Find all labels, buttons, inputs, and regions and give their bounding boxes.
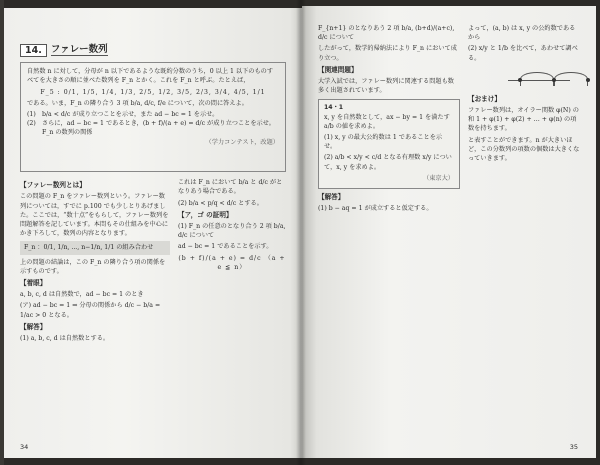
paragraph: と表すことができます。n が大きいほど，この分数列の項数の個数は大きくなっていきます。 [468, 136, 580, 163]
question-number: (1) [27, 111, 36, 119]
diagram-point [586, 78, 590, 82]
right-column-2 [468, 24, 580, 215]
question-text: b/a < d/c が成り立つことを示せ，また ad − bc = 1 を示せ。 [42, 111, 219, 119]
paragraph: (1) b − aq = 1 が成立すると仮定する。 [318, 205, 433, 213]
question-item [27, 119, 279, 137]
subheading: 【おまけ】 [468, 94, 501, 103]
question-number: (2) [27, 120, 36, 128]
question-item [27, 110, 279, 119]
problem-item: (1) x, y の最大公約数は 1 であることを示せ。 [324, 134, 443, 151]
paragraph: この問題の F_n をファレー数列という。ファレー数列については，すでに p.100 でも少しとりあげました。ここでは，“数十点”をもらして，ファレー数列を問題解答を記しています。本問もその仕組みを中心にかき下ろして，数列の内容となります。 [20, 193, 169, 238]
page-number: 34 [20, 442, 29, 451]
paragraph: (ア) ad − bc = 1 ⇒ 分母の関係から d/c − b/a = 1/ac > 0 となる。 [20, 302, 161, 319]
left-columns [20, 178, 286, 345]
problem-text: x, y を自然数として，ax − by = 1 を満たす a/b の値を求めよ。 [324, 113, 450, 130]
diagram-arc [520, 72, 554, 86]
related-problem-box [318, 99, 460, 189]
left-column-1 [20, 178, 170, 345]
paragraph: F_{n+1} のとなりあう 2 項 b/a, (b+d)/(a+c), d/c について [318, 25, 455, 42]
paragraph: a, b, c, d は自然数で，ad − bc = 1 のとき [20, 291, 144, 299]
subheading: 【解答】 [318, 193, 345, 202]
problem-item: (2) a/b < x/y < c/d となる有理数 x/y について，x, y を求めよ。 [324, 154, 452, 171]
left-page [4, 8, 302, 458]
diagram-point [518, 78, 522, 82]
paragraph: (1) a, b, c, d は自然数とする。 [20, 335, 110, 343]
formula: (b + f)/(a + e) = d/c （a + e ≦ n） [178, 254, 286, 271]
intro-question-text: である。いま，F_n の隣り合う 3 項 b/a, d/c, f/e について，次の問に答えよ。 [27, 99, 248, 107]
number-line-diagram [468, 66, 580, 92]
paragraph: ad − bc = 1 であることを示す。 [178, 243, 273, 251]
right-page [302, 6, 596, 458]
right-columns [318, 24, 580, 215]
diagram-point [552, 78, 556, 82]
paragraph: したがって，数学的帰納法により F_n において成り立つ。 [318, 45, 457, 62]
left-column-2 [178, 178, 286, 345]
question-text: さらに，ad − bc = 1 であるとき，(b + f)/(a + e) = d/c が成り立つことを示せ。F_n の数列の関係 [42, 120, 275, 137]
subheading: 【着眼】 [20, 279, 47, 288]
paragraph: これは F_n において b/a と d/c がとなりあう場合である。 [178, 179, 283, 196]
diagram-arc [554, 72, 588, 86]
paragraph: (2) x/y と 1/b を比べて，あわせて調べる。 [468, 45, 578, 62]
shaded-note: F_n ：0/1, 1/n, ..., n−1/n, 1/1 の組み合わせ [20, 241, 170, 254]
book-gutter [296, 0, 306, 465]
paragraph: ファレー数列は，オイラー関数 φ(N) の和 1 + φ(1) + φ(2) + … + φ(n) の項数を持ちます。 [468, 107, 579, 133]
section-number: 14. [20, 44, 47, 57]
page-number: 35 [569, 442, 578, 451]
paragraph: よって，(a, b) は x, y の公約数であるから [468, 25, 576, 42]
subheading: 【関連問題】 [318, 65, 358, 74]
section-title: ファレー数列 [50, 44, 108, 55]
paragraph: (2) b/a < p/q < d/c とする。 [178, 199, 263, 207]
paragraph: 大学入試では，ファレー数列に関連する問題も数多く出題されています。 [318, 78, 454, 95]
paragraph: 上の問題の結論は，この F_n の隣り合う項の関係を示すものです。 [20, 258, 166, 275]
intro-text: 自然数 n に対して，分母が n 以下であるような既約分数のうち，0 以上 1 以下のものすべてを大きさの順に並べた数列を F_n とかく。これを F_n と呼ぶ。たとえば， [27, 68, 274, 85]
problem-statement-box [20, 62, 286, 172]
right-column-1 [318, 24, 460, 215]
subheading: 【ア，ゴ の証明】 [178, 210, 233, 219]
source-citation: （東京大） [423, 174, 454, 182]
subheading: 【解答】 [20, 322, 47, 331]
section-heading [20, 44, 286, 57]
problem-number: 14・1 [324, 104, 344, 112]
source-citation: （学力コンテスト，改題） [205, 138, 279, 146]
farey-sequence-formula: F_5 : 0/1, 1/5, 1/4, 1/3, 2/5, 1/2, 3/5, 2/3, 3/4, 4/5, 1/1 [40, 88, 266, 96]
subheading: 【ファレー数列とは】 [20, 181, 86, 190]
paragraph: (1) F_n の任意のとなり合う 2 項 b/a, d/c について [178, 223, 286, 240]
